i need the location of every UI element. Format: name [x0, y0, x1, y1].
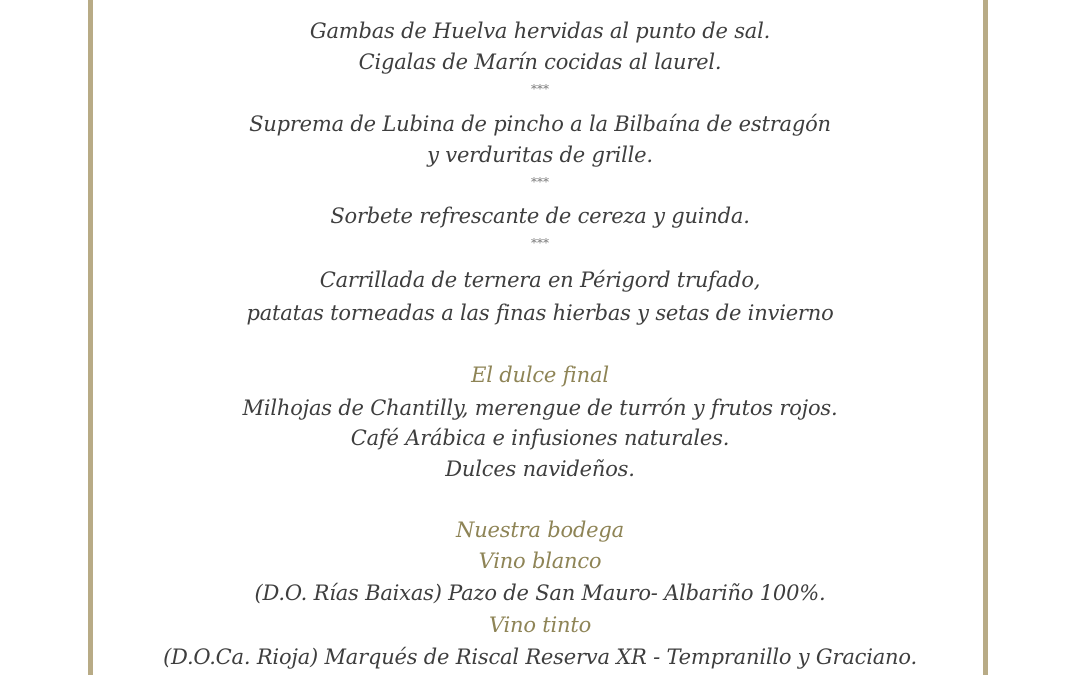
course-separator: ***	[531, 82, 549, 96]
course-line: Sorbete refrescante de cereza y guinda.	[330, 204, 750, 228]
red-wine-heading: Vino tinto	[488, 613, 592, 637]
dessert-line: Dulces navideños.	[445, 457, 635, 481]
course-line: Gambas de Huelva hervidas al punto de sal.	[309, 19, 771, 43]
course-line: Carrillada de ternera en Périgord trufado,	[319, 268, 761, 292]
course-line: Suprema de Lubina de pincho a la Bilbaína de estragón	[249, 112, 831, 136]
dessert-heading: El dulce final	[471, 363, 609, 387]
course-line: y verduritas de grille.	[427, 143, 653, 167]
dessert-line: Café Arábica e infusiones naturales.	[350, 426, 730, 450]
red-wine-line: (D.O.Ca. Rioja) Marqués de Riscal Reserva XR - Tempranillo y Graciano.	[163, 645, 917, 669]
white-wine-line: (D.O. Rías Baixas) Pazo de San Mauro- Albariño 100%.	[254, 581, 826, 605]
course-line: Cigalas de Marín cocidas al laurel.	[358, 50, 722, 74]
white-wine-heading: Vino blanco	[478, 549, 602, 573]
dessert-line: Milhojas de Chantilly, merengue de turrón y frutos rojos.	[242, 396, 838, 420]
course-separator: ***	[531, 175, 549, 189]
course-line: patatas torneadas a las finas hierbas y setas de invierno	[246, 301, 834, 325]
wine-heading: Nuestra bodega	[456, 518, 624, 542]
course-separator: ***	[531, 236, 549, 250]
